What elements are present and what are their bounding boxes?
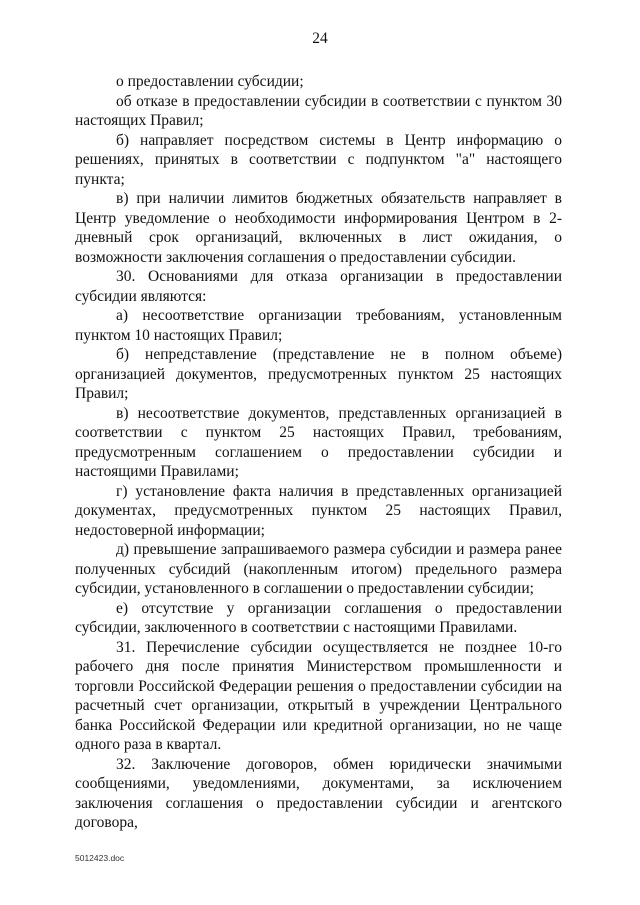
paragraph: 30. Основаниями для отказа организации в предоставлении субсидии являются: (75, 268, 562, 305)
paragraph: в) при наличии лимитов бюджетных обязательств направляет в Центр уведомление о необходимости информирования Центром в 2-дневный срок организаций, включенных в лист ожидания, о возможности заключения соглашения о предоставлении субсидии. (75, 190, 562, 266)
paragraph: 31. Перечисление субсидии осуществляется не позднее 10-го рабочего дня после принятия Министерством промышленности и торговли Российской Федерации решения о предоставлении субсидии на расчетный счет организации, открытый в учреждении Центрального банка Российской Федерации или кредитной организации, но не чаще одного раза в квартал. (75, 638, 562, 753)
document-body (75, 72, 562, 833)
paragraph: 32. Заключение договоров, обмен юридически значимыми сообщениями, уведомлениями, документами, за исключением заключения соглашения о предоставлении субсидии и агентского договора, (75, 755, 562, 831)
paragraph: д) превышение запрашиваемого размера субсидии и размера ранее полученных субсидий (накопленным итогом) предельного размера субсидии, установленного в соглашении о предоставлении субсидии; (75, 541, 562, 597)
paragraph: г) установление факта наличия в представленных организацией документах, предусмотренных пунктом 25 настоящих Правил, недостоверной информации; (75, 482, 562, 539)
paragraph: е) отсутствие у организации соглашения о предоставлении субсидии, заключенного в соответствии с настоящими Правилами. (75, 599, 562, 636)
paragraph: а) несоответствие организации требованиям, установленным пунктом 10 настоящих Правил; (75, 307, 562, 344)
footer-filename: 5012423.doc (75, 853, 125, 863)
page-number: 24 (312, 30, 328, 47)
paragraph: в) несоответствие документов, представленных организацией в соответствии с пунктом 25 настоящих Правил, требованиям, предусмотренным соглашением о предоставлении субсидии и настоящими Правилами; (75, 404, 562, 480)
paragraph: о предоставлении субсидии; (116, 73, 304, 90)
paragraph: об отказе в предоставлении субсидии в соответствии с пунктом 30 настоящих Правил; (75, 92, 562, 129)
paragraph: б) непредставление (представление не в полном объеме) организацией документов, предусмотренных пунктом 25 настоящих Правил; (75, 346, 562, 402)
paragraph: б) направляет посредством системы в Центр информацию о решениях, принятых в соответствии с подпунктом "а" настоящего пункта; (75, 131, 562, 188)
